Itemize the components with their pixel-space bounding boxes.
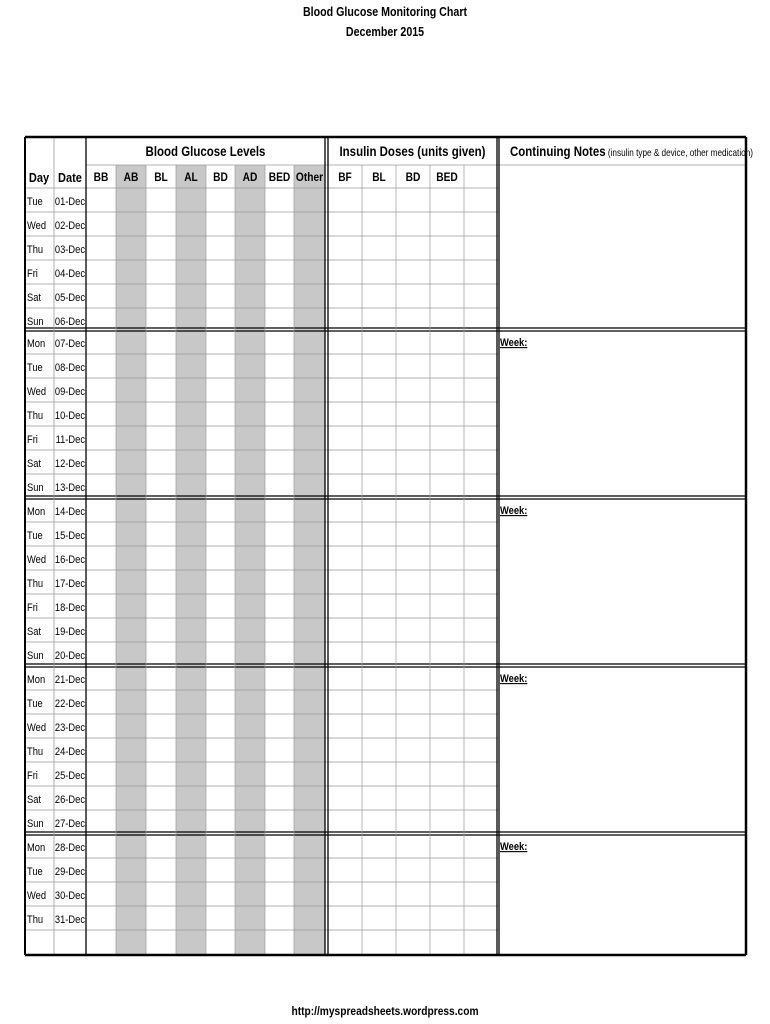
date-cell: 29-Dec <box>54 866 86 879</box>
date-cell: 19-Dec <box>54 626 86 639</box>
date-cell: 02-Dec <box>54 220 86 233</box>
date-cell: 21-Dec <box>54 674 86 687</box>
shaded-column-ad <box>235 165 265 955</box>
insulin-col-bed: BED <box>436 171 458 185</box>
day-cell: Sat <box>27 794 42 807</box>
day-cell: Wed <box>27 220 47 233</box>
glucose-col-bed: BED <box>268 171 291 185</box>
date-column-header: Date <box>58 170 82 186</box>
date-cell: 22-Dec <box>54 698 86 711</box>
date-cell: 01-Dec <box>54 196 86 209</box>
page-title: Blood Glucose Monitoring Chart <box>302 4 468 19</box>
date-cell: 31-Dec <box>54 914 86 927</box>
notes-header: Continuing Notes (insulin type & device, other medication) <box>510 142 753 160</box>
date-cell: 14-Dec <box>54 506 86 519</box>
date-cell: 05-Dec <box>54 292 86 305</box>
date-cell: 10-Dec <box>54 410 86 423</box>
page-subtitle: December 2015 <box>345 24 425 39</box>
glucose-col-ab: AB <box>123 171 139 185</box>
date-cell: 30-Dec <box>54 890 86 903</box>
day-cell: Thu <box>27 746 44 759</box>
day-cell: Mon <box>27 506 46 519</box>
insulin-col-bl: BL <box>372 171 386 185</box>
week-label: Week: <box>500 337 528 350</box>
week-label: Week: <box>500 505 528 518</box>
day-cell: Tue <box>27 866 43 879</box>
day-cell: Wed <box>27 554 47 567</box>
date-cell: 15-Dec <box>54 530 86 543</box>
day-cell: Sat <box>27 626 42 639</box>
day-cell: Tue <box>27 362 43 375</box>
date-cell: 07-Dec <box>54 338 86 351</box>
week-label: Week: <box>500 673 528 686</box>
date-cell: 08-Dec <box>54 362 86 375</box>
day-cell: Sat <box>27 458 42 471</box>
date-cell: 03-Dec <box>54 244 86 257</box>
day-cell: Wed <box>27 722 47 735</box>
date-cell: 28-Dec <box>54 842 86 855</box>
day-cell: Tue <box>27 196 43 209</box>
day-cell: Sun <box>27 650 44 663</box>
day-cell: Wed <box>27 890 47 903</box>
date-cell: 12-Dec <box>54 458 86 471</box>
day-cell: Fri <box>27 434 38 447</box>
day-cell: Thu <box>27 410 44 423</box>
day-cell: Sat <box>27 292 42 305</box>
insulin-col-bf: BF <box>338 171 352 185</box>
glucose-col-other: Other <box>295 171 324 185</box>
date-cell: 16-Dec <box>54 554 86 567</box>
day-cell: Fri <box>27 770 38 783</box>
shaded-column-other <box>294 165 325 955</box>
date-cell: 11-Dec <box>55 434 86 447</box>
date-cell: 17-Dec <box>54 578 86 591</box>
date-cell: 26-Dec <box>54 794 86 807</box>
shaded-column-ab <box>116 165 146 955</box>
day-cell: Fri <box>27 268 38 281</box>
date-cell: 24-Dec <box>54 746 86 759</box>
shaded-column-al <box>176 165 206 955</box>
date-cell: 23-Dec <box>54 722 86 735</box>
insulin-col-bd: BD <box>405 171 421 185</box>
date-cell: 04-Dec <box>54 268 86 281</box>
day-cell: Sun <box>27 482 44 495</box>
glucose-col-bd: BD <box>213 171 228 185</box>
day-cell: Tue <box>27 698 43 711</box>
day-cell: Thu <box>27 244 44 257</box>
insulin-group-header: Insulin Doses (units given) <box>339 142 486 160</box>
date-cell: 25-Dec <box>54 770 86 783</box>
date-cell: 09-Dec <box>54 386 86 399</box>
glucose-col-bb: BB <box>93 171 109 185</box>
day-cell: Tue <box>27 530 43 543</box>
date-cell: 13-Dec <box>54 482 86 495</box>
day-cell: Thu <box>27 914 44 927</box>
day-cell: Thu <box>27 578 44 591</box>
glucose-col-al: AL <box>184 171 198 185</box>
week-label: Week: <box>500 841 528 854</box>
date-cell: 06-Dec <box>54 316 86 329</box>
day-cell: Mon <box>27 842 46 855</box>
day-cell: Wed <box>27 386 47 399</box>
glucose-group-header: Blood Glucose Levels <box>145 142 266 160</box>
day-cell: Mon <box>27 338 46 351</box>
day-cell: Sun <box>27 316 44 329</box>
glucose-col-bl: BL <box>154 171 168 185</box>
day-cell: Sun <box>27 818 44 831</box>
footer-url[interactable]: http://myspreadsheets.wordpress.com <box>291 1004 479 1018</box>
date-cell: 18-Dec <box>54 602 86 615</box>
date-cell: 27-Dec <box>54 818 86 831</box>
glucose-col-ad: AD <box>242 171 258 185</box>
day-cell: Fri <box>27 602 38 615</box>
day-cell: Mon <box>27 674 46 687</box>
date-cell: 20-Dec <box>54 650 86 663</box>
day-column-header: Day <box>28 170 50 186</box>
